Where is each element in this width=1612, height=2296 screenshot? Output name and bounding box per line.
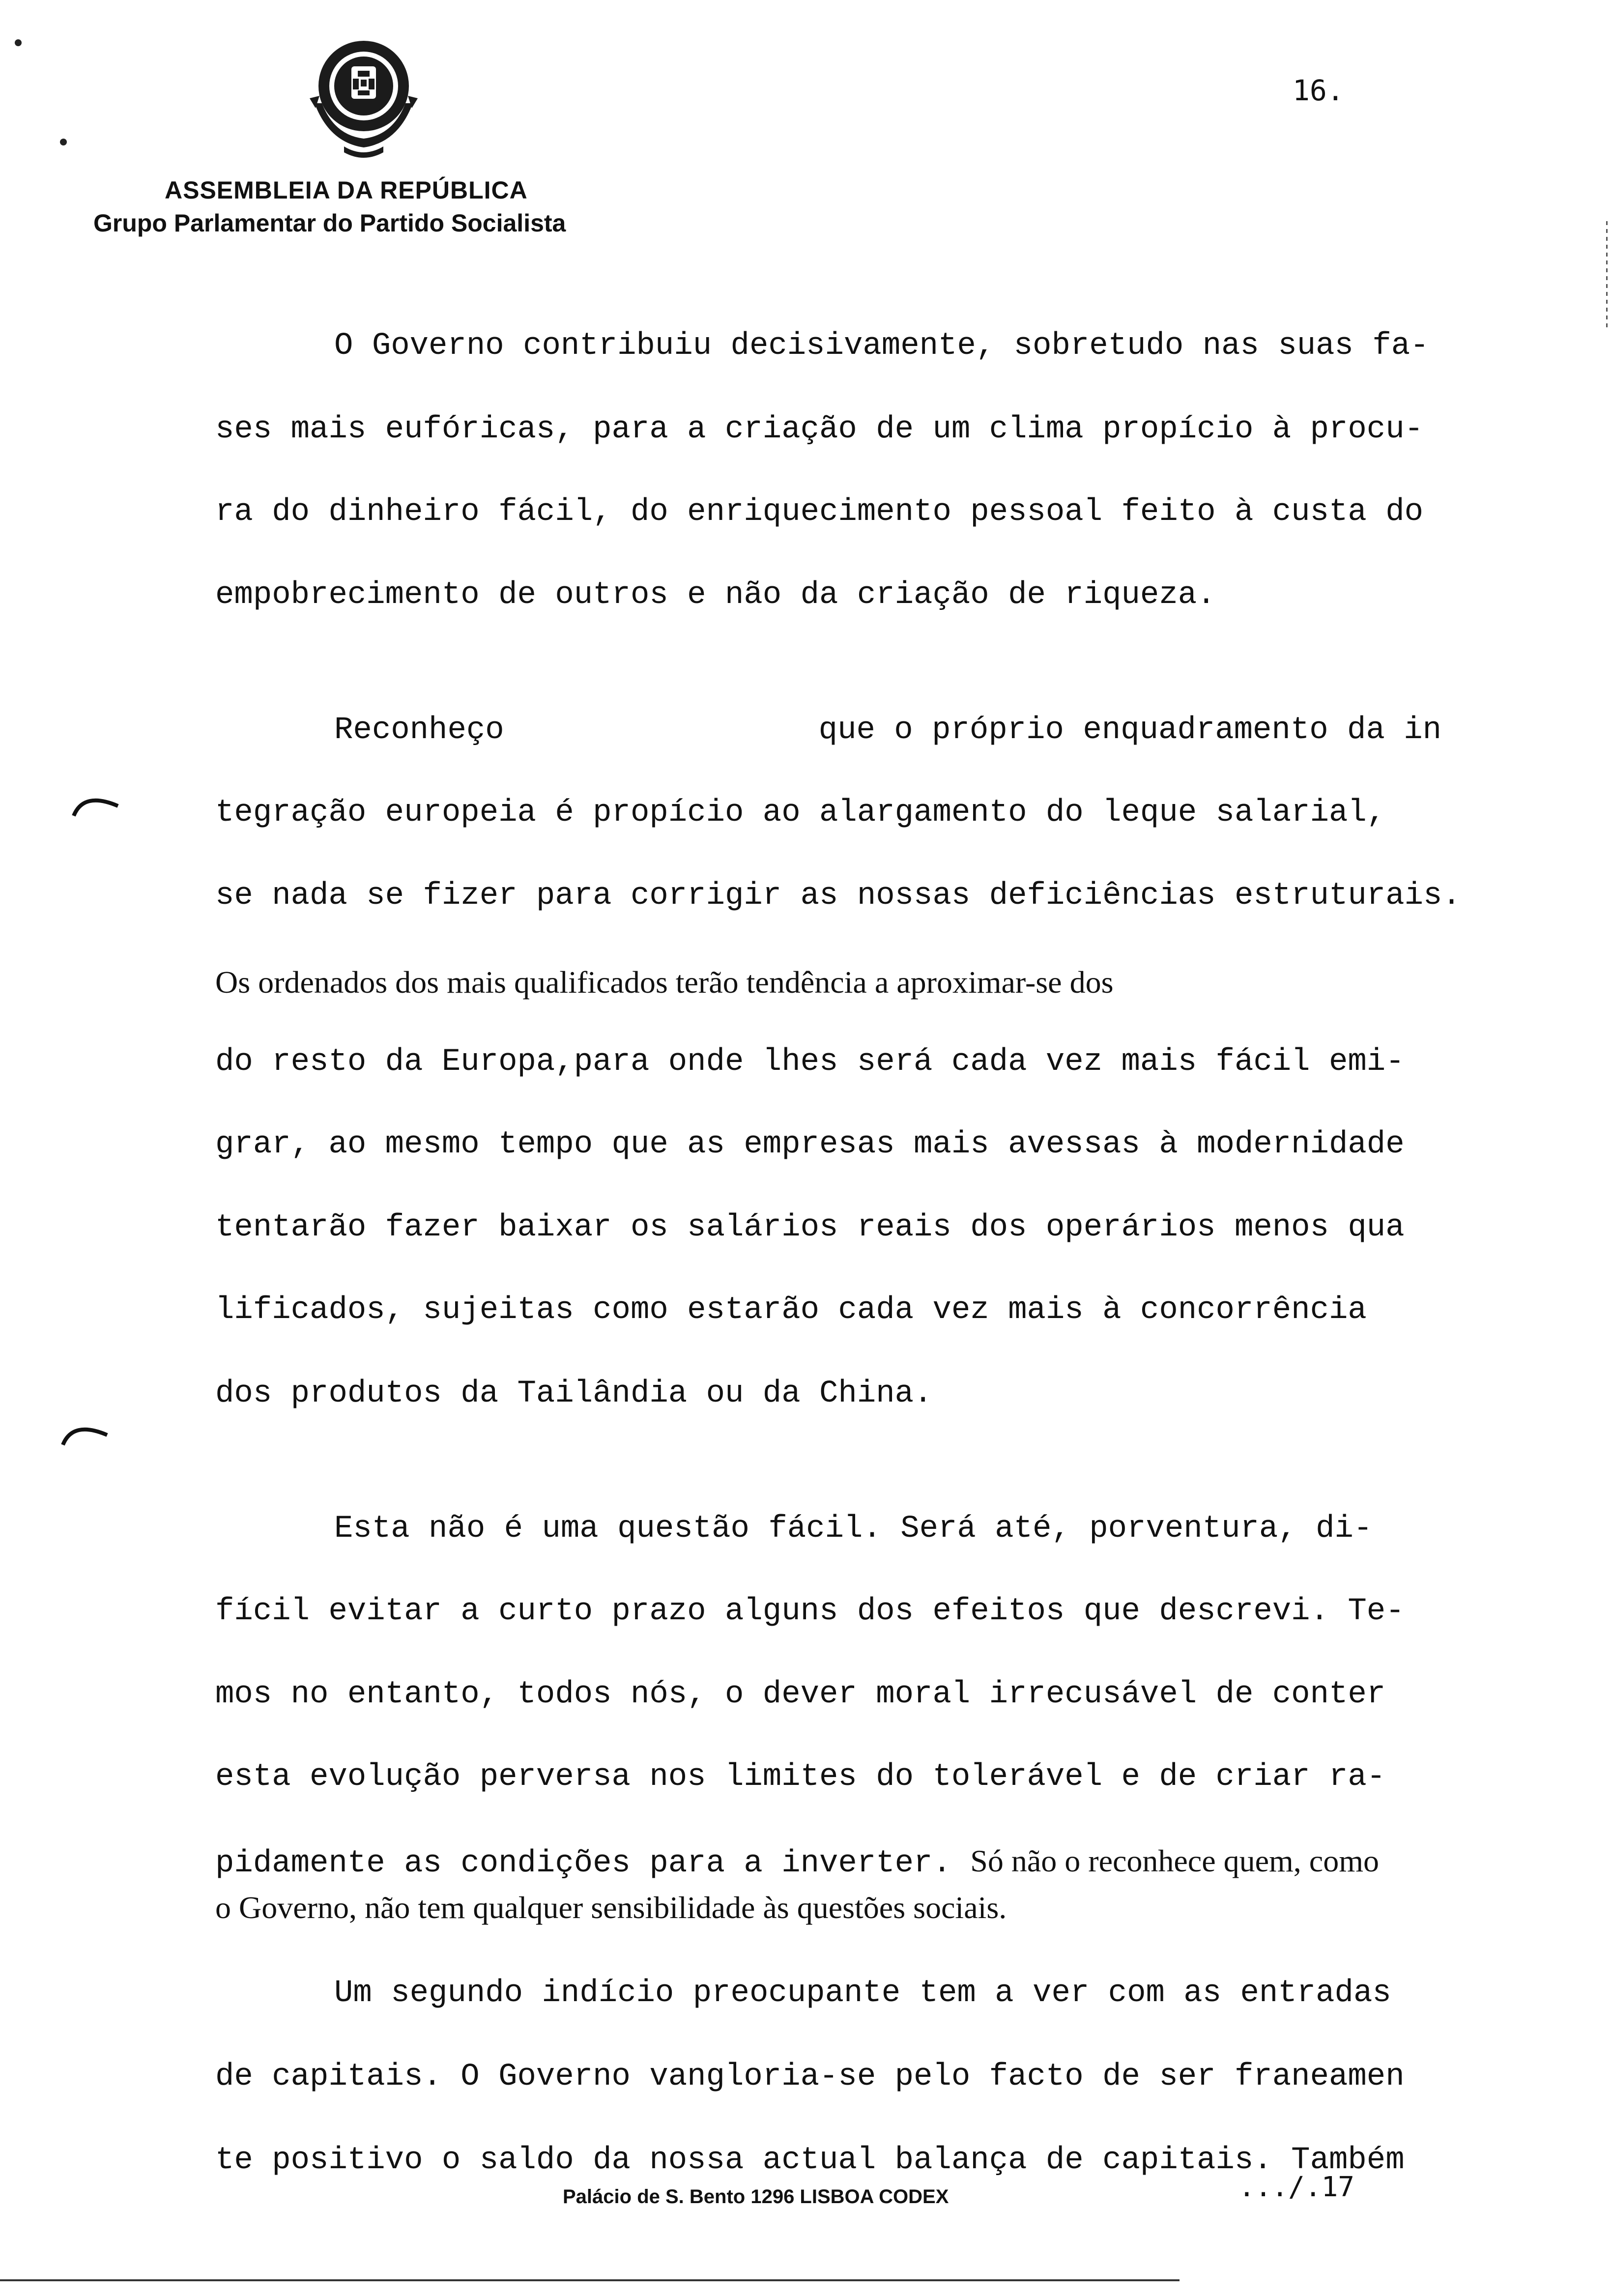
text-line: Esta não é uma questão fácil. Será até, porventura, di- <box>334 1511 1373 1547</box>
text-line: Os ordenados dos mais qualificados terão tendência a aproximar-se dos <box>215 965 1114 1000</box>
punch-dot <box>60 139 67 145</box>
text-line: te positivo o saldo da nossa actual balança de capitais. Também <box>215 2143 1405 2178</box>
text-line: mos no entanto, todos nós, o dever moral irrecusável de conter <box>215 1677 1386 1712</box>
text-line: dos produtos da Tailândia ou da China. <box>215 1376 933 1411</box>
text-line: de capitais. O Governo vangloria-se pelo facto de ser franeamen <box>215 2059 1405 2095</box>
text-fragment: Reconheço <box>334 713 504 748</box>
text-line: ses mais eufóricas, para a criação de um clima propício à procu- <box>215 412 1423 447</box>
text-line: empobrecimento de outros e não da criação de riqueza. <box>215 577 1216 613</box>
text-line: grar, ao mesmo tempo que as empresas mais avessas à modernidade <box>215 1127 1405 1162</box>
margin-bracket-mark <box>58 1415 112 1450</box>
text-line: tegração europeia é propício ao alargamento do leque salarial, <box>215 795 1386 831</box>
text-line <box>215 1843 1379 1881</box>
text-line: se nada se fizer para corrigir as nossas deficiências estruturais. <box>215 878 1461 914</box>
text-fragment: pidamente as condições para a inverter. <box>215 1846 951 1881</box>
text-line <box>334 713 1441 748</box>
page-number: 16. <box>1293 74 1344 107</box>
coat-of-arms-emblem <box>300 29 428 162</box>
margin-bracket-mark <box>69 786 123 821</box>
text-line: lificados, sujeitas como estarão cada vez mais à concorrência <box>215 1292 1367 1328</box>
continuation-marker: .../.17 <box>1238 2171 1355 2203</box>
text-line: esta evolução perversa nos limites do tolerável e de criar ra- <box>215 1759 1386 1795</box>
text-line: do resto da Europa,para onde lhes será cada vez mais fácil emi- <box>215 1044 1405 1080</box>
institution-subtitle: Grupo Parlamentar do Partido Socialista <box>93 209 566 237</box>
text-fragment: que o próprio enquadramento da in <box>818 713 1442 748</box>
text-line: ra do dinheiro fácil, do enriquecimento pessoal feito à custa do <box>215 494 1423 530</box>
margin-tick-marks <box>1606 221 1608 329</box>
footer-address: Palácio de S. Bento 1296 LISBOA CODEX <box>563 2186 949 2208</box>
text-line: tentarão fazer baixar os salários reais dos operários menos qua <box>215 1210 1405 1245</box>
institution-name: ASSEMBLEIA DA REPÚBLICA <box>165 176 528 204</box>
bottom-rule <box>0 2279 1180 2281</box>
text-line: Um segundo indício preocupante tem a ver com as entradas <box>334 1976 1391 2011</box>
punch-dot <box>15 39 22 46</box>
text-line: O Governo contribuiu decisivamente, sobretudo nas suas fa- <box>334 328 1429 364</box>
text-line: o Governo, não tem qualquer sensibilidade às questões sociais. <box>215 1890 1007 1925</box>
text-fragment: Só não o reconhece quem, como <box>970 1843 1379 1878</box>
text-line: fícil evitar a curto prazo alguns dos efeitos que descrevi. Te- <box>215 1594 1405 1629</box>
